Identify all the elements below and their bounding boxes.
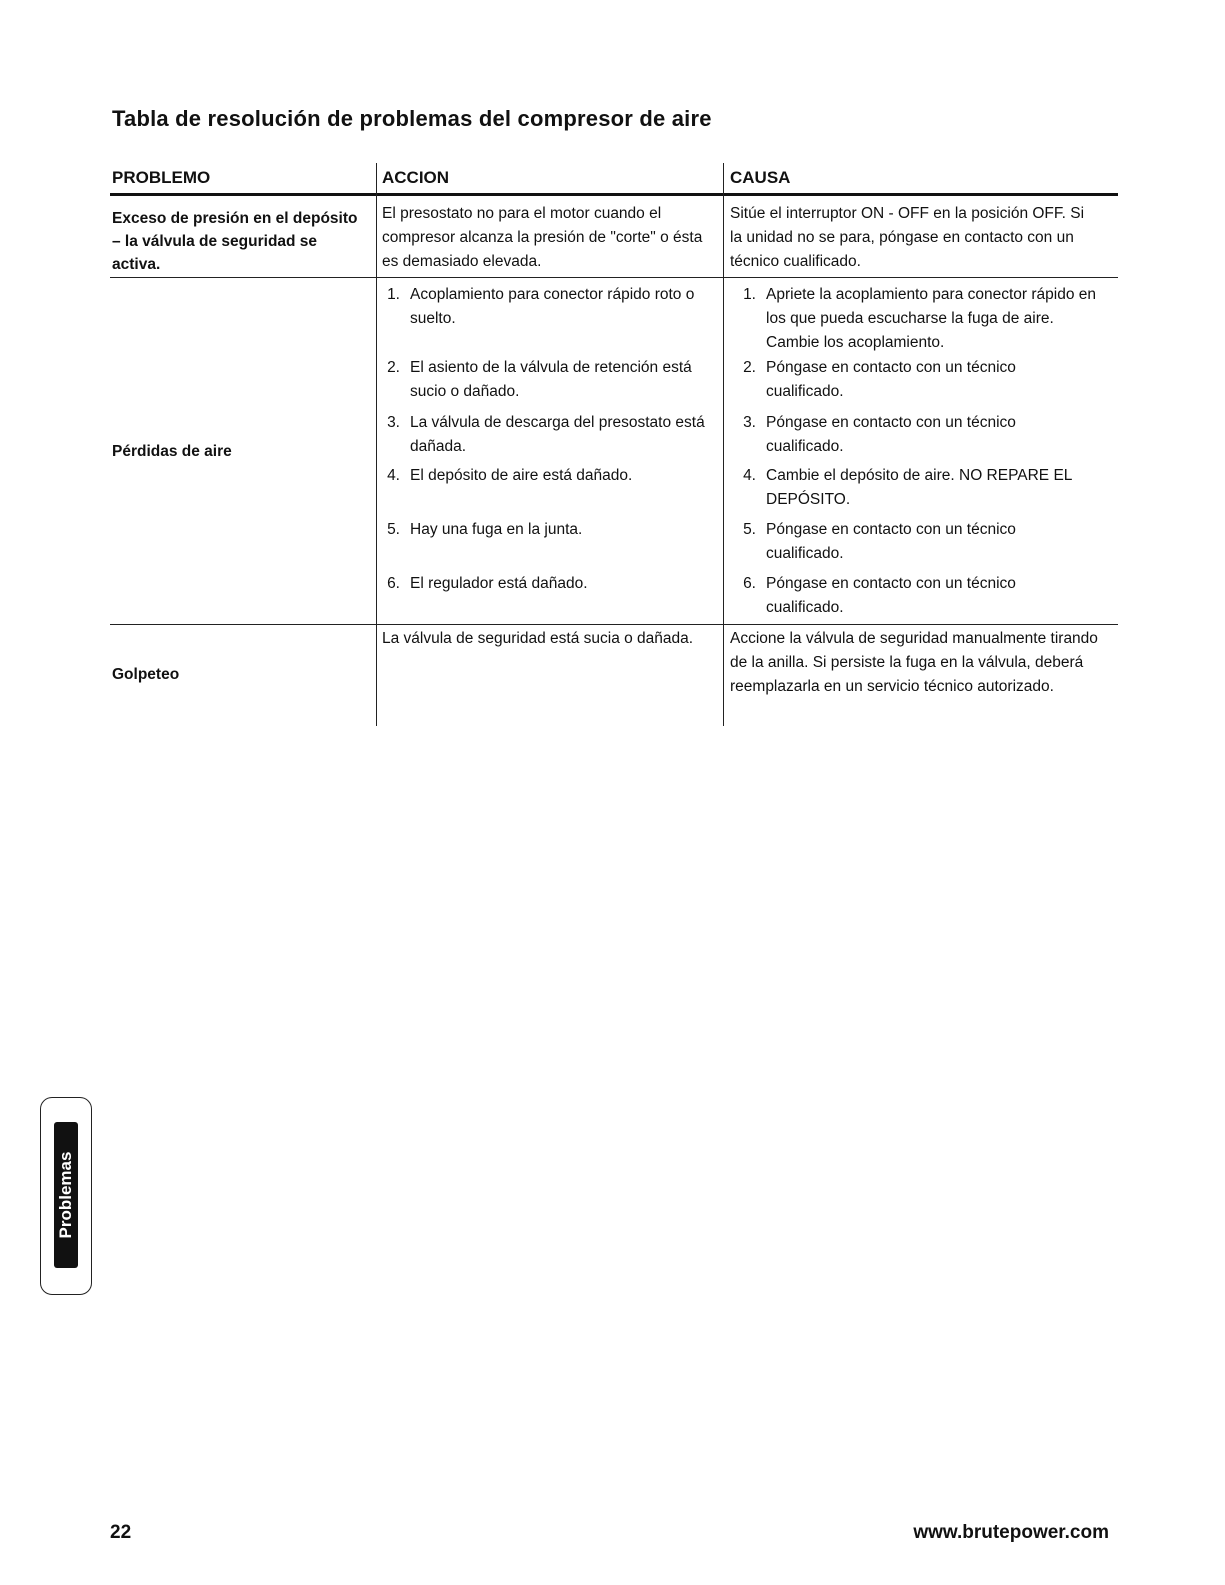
column-divider-1: [376, 163, 377, 726]
side-tab-fill: [54, 1122, 78, 1268]
header-rule: [110, 193, 1118, 196]
website-url: www.brutepower.com: [913, 1522, 1109, 1543]
row-1-problem: Exceso de presión en el depósito – la válvula de seguridad se activa.: [112, 210, 358, 273]
column-divider-2: [723, 163, 724, 726]
header-problem: PROBLEMO: [112, 168, 211, 187]
section-side-tab: [40, 1097, 92, 1295]
page-number: 22: [110, 1522, 132, 1543]
page-title: Tabla de resolución de problemas del compresor de aire: [112, 106, 712, 131]
action-step: 1. Acoplamiento para conector rápido roto o suelto.: [387, 286, 695, 327]
row-3-problem: Golpeteo: [112, 666, 180, 683]
cause-step: 5. Póngase en contacto con un técnico cualificado.: [743, 521, 1016, 562]
cause-step: 2. Póngase en contacto con un técnico cualificado.: [743, 359, 1016, 400]
row-1-action: El presostato no para el motor cuando el compresor alcanza la presión de "corte" o ésta es demasiado elevada.: [382, 205, 703, 270]
action-step: 2. El asiento de la válvula de retención está sucio o dañado.: [387, 359, 692, 400]
cause-step: 6. Póngase en contacto con un técnico cualificado.: [743, 575, 1016, 616]
header-action: ACCION: [382, 168, 450, 187]
cause-step: 3. Póngase en contacto con un técnico cualificado.: [743, 414, 1016, 455]
action-step: 6. El regulador está dañado.: [387, 575, 588, 592]
row-divider-1: [110, 277, 1118, 278]
action-step: 3. La válvula de descarga del presostato está dañada.: [387, 414, 705, 455]
side-tab-label: Problemas: [56, 1151, 75, 1239]
row-1-cause: Sitúe el interruptor ON - OFF en la posición OFF. Si la unidad no se para, póngase en contacto con un técnico cualificado.: [730, 205, 1085, 270]
row-3-cause: Accione la válvula de seguridad manualmente tirando de la anilla. Si persiste la fuga en la válvula, deberá reemplazarla en un servicio técnico autorizado.: [730, 630, 1098, 695]
cause-step: 4. Cambie el depósito de aire. NO REPARE EL DEPÓSITO.: [743, 467, 1072, 508]
action-step: 5. Hay una fuga en la junta.: [387, 521, 583, 538]
row-2-problem: Pérdidas de aire: [112, 443, 232, 460]
action-step: 4. El depósito de aire está dañado.: [387, 467, 633, 484]
header-cause: CAUSA: [730, 168, 791, 187]
row-divider-2: [110, 624, 1118, 625]
cause-step: 1. Apriete la acoplamiento para conector rápido en los que pueda escucharse la fuga de aire. Cambie los acoplamiento.: [743, 286, 1097, 351]
row-3-action: La válvula de seguridad está sucia o dañada.: [382, 630, 694, 647]
